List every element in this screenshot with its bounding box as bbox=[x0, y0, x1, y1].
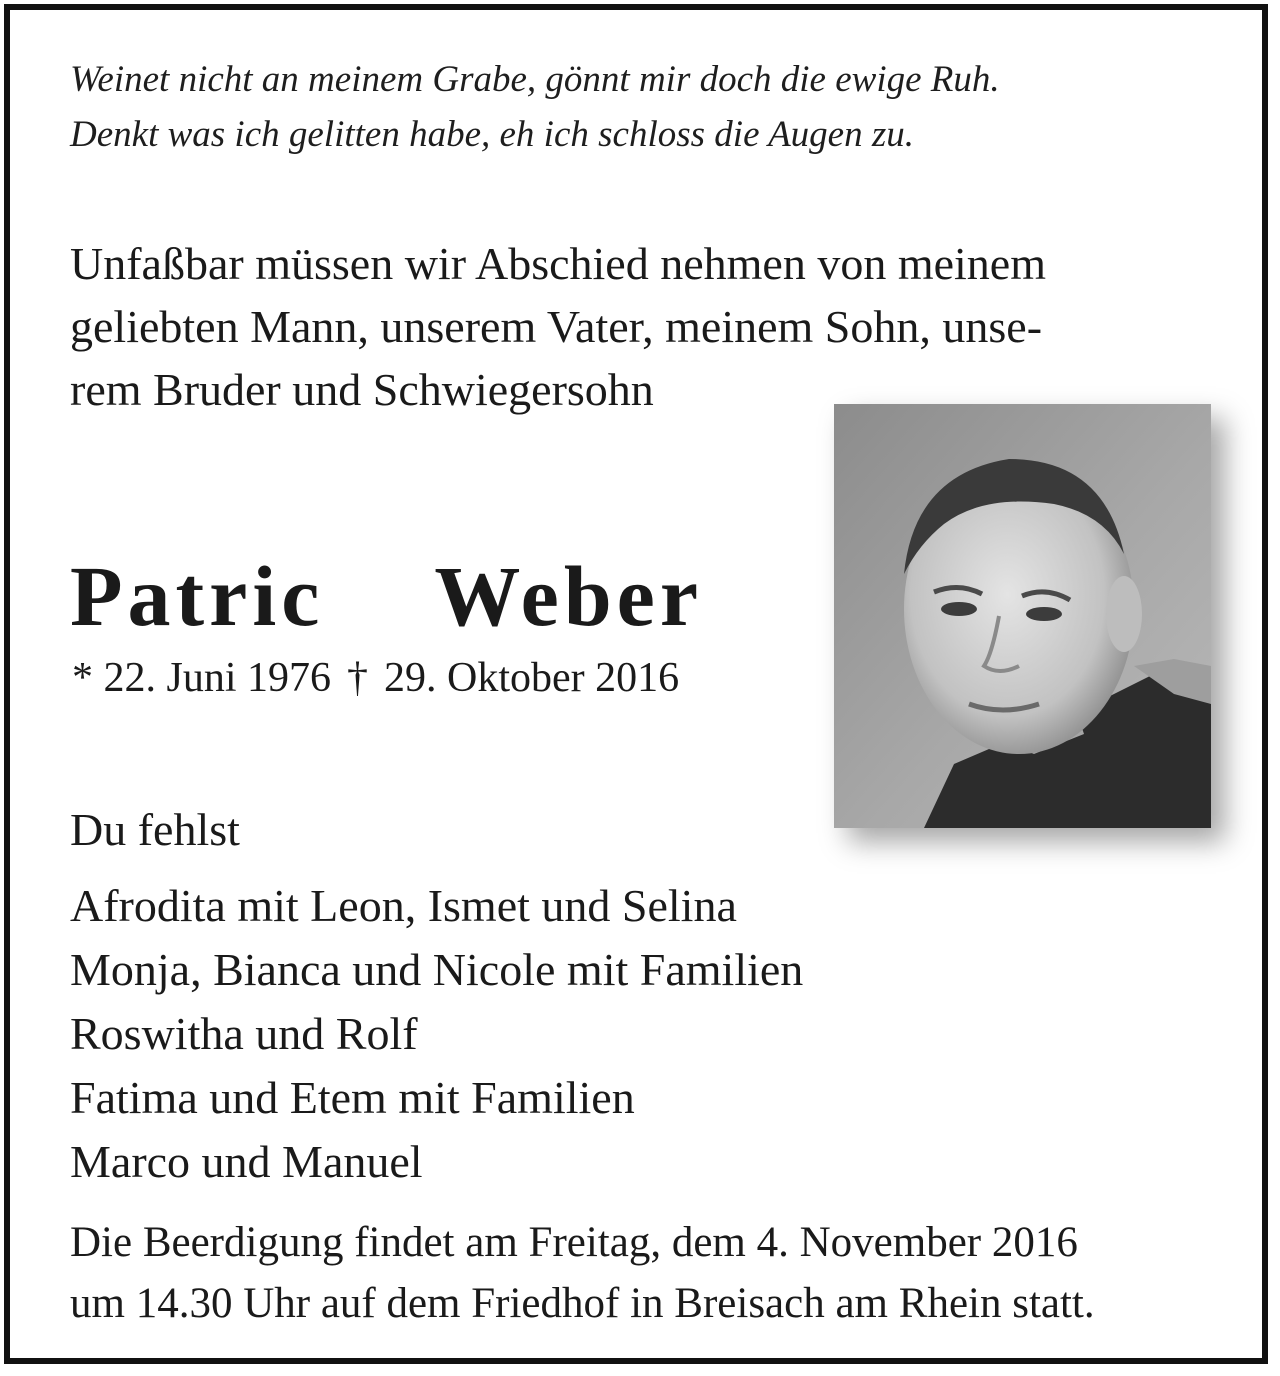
birth-date: * 22. Juni 1976 bbox=[72, 655, 332, 701]
mourners-heading: Du fehlst bbox=[70, 804, 240, 855]
first-name: Patric bbox=[70, 548, 325, 644]
intro-line-1: Unfaßbar müssen wir Abschied nehmen von meinem bbox=[70, 238, 1046, 289]
funeral-line-2: um 14.30 Uhr auf dem Friedhof in Breisach am Rhein statt. bbox=[70, 1280, 1095, 1327]
intro-line-3: rem Bruder und Schwiegersohn bbox=[70, 364, 654, 415]
intro-line-2: geliebten Mann, unserem Vater, meinem Sohn, unse- bbox=[70, 301, 1043, 352]
funeral-info bbox=[70, 1212, 1240, 1334]
death-date: 29. Oktober 2016 bbox=[384, 655, 680, 701]
memorial-quote bbox=[70, 52, 1240, 162]
mourner-line: Monja, Bianca und Nicole mit Familien bbox=[70, 944, 804, 995]
mourner-line: Fatima und Etem mit Familien bbox=[70, 1072, 635, 1123]
mourner-line: Marco und Manuel bbox=[70, 1136, 423, 1187]
mourner-line: Afrodita mit Leon, Ismet und Selina bbox=[70, 880, 737, 931]
last-name: Weber bbox=[434, 548, 704, 644]
deceased-name bbox=[70, 548, 703, 644]
mourner-line: Roswitha und Rolf bbox=[70, 1008, 418, 1059]
funeral-line-1: Die Beerdigung findet am Freitag, dem 4. November 2016 bbox=[70, 1219, 1078, 1266]
mourners-list bbox=[70, 874, 803, 1194]
portrait-photo bbox=[834, 404, 1211, 828]
intro-text bbox=[70, 232, 1230, 421]
life-dates bbox=[72, 652, 679, 704]
quote-line-1: Weinet nicht an meinem Grabe, gönnt mir doch die ewige Ruh. bbox=[70, 59, 1000, 100]
cross-icon: † bbox=[347, 655, 369, 701]
quote-line-2: Denkt was ich gelitten habe, eh ich schloss die Augen zu. bbox=[70, 114, 914, 155]
